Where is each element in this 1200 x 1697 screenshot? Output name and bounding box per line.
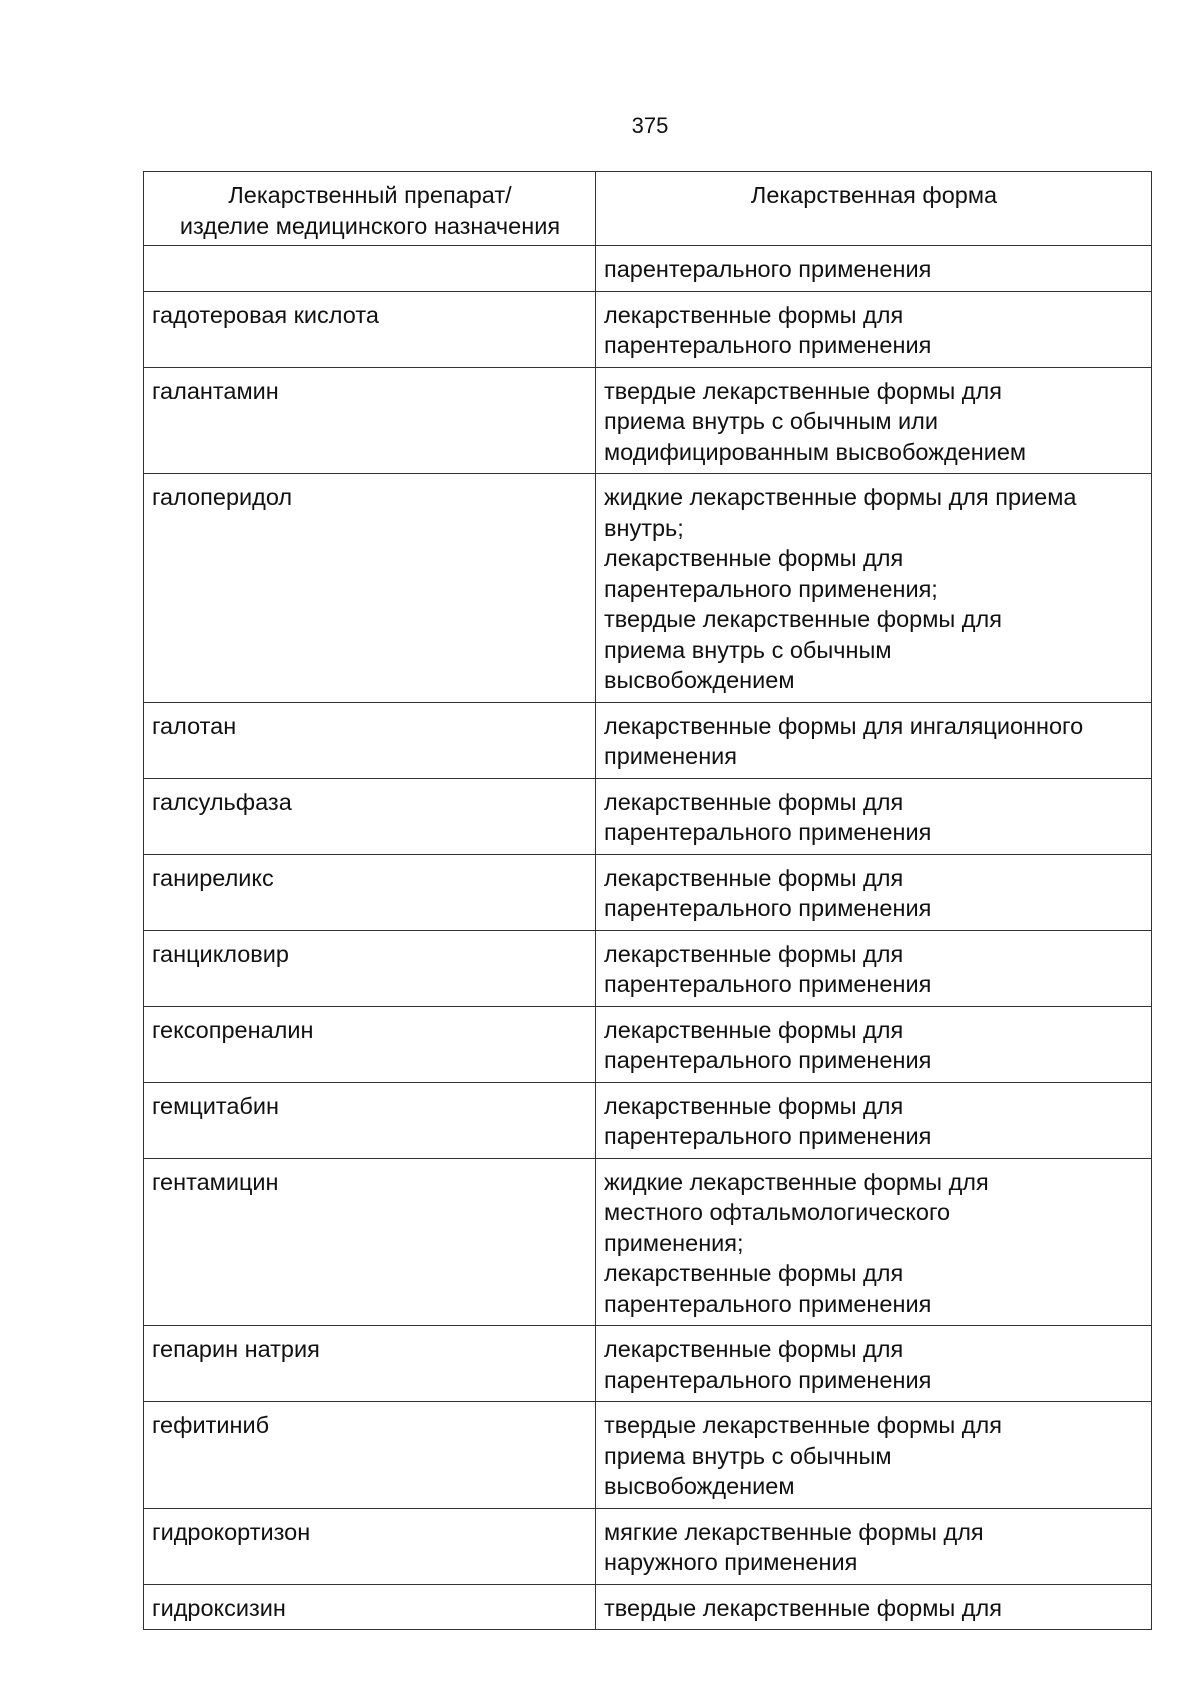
drug-cell: галотан xyxy=(144,702,596,778)
table-row xyxy=(144,930,1152,1006)
drug-cell: гексопреналин xyxy=(144,1006,596,1082)
table-row xyxy=(144,246,1152,292)
table-row xyxy=(144,367,1152,474)
table-row xyxy=(144,1082,1152,1158)
table-row xyxy=(144,854,1152,930)
form-cell: лекарственные формы для парентерального применения xyxy=(596,930,1152,1006)
form-cell: твердые лекарственные формы для приема внутрь с обычным или модифицированным высвобождением xyxy=(596,367,1152,474)
form-cell: лекарственные формы для парентерального применения xyxy=(596,778,1152,854)
table-row xyxy=(144,1508,1152,1584)
table-row xyxy=(144,1326,1152,1402)
drug-cell: гадотеровая кислота xyxy=(144,291,596,367)
form-cell: лекарственные формы для парентерального применения xyxy=(596,1006,1152,1082)
drug-cell: галоперидол xyxy=(144,474,596,703)
form-cell: твердые лекарственные формы для приема внутрь с обычным высвобождением xyxy=(596,1402,1152,1509)
table-row xyxy=(144,291,1152,367)
form-cell: парентерального применения xyxy=(596,246,1152,292)
table-row xyxy=(144,778,1152,854)
drug-cell: гидрокортизон xyxy=(144,1508,596,1584)
form-cell: лекарственные формы для ингаляционного применения xyxy=(596,702,1152,778)
drug-cell: гемцитабин xyxy=(144,1082,596,1158)
drug-cell: галантамин xyxy=(144,367,596,474)
form-cell: лекарственные формы для парентерального применения xyxy=(596,1082,1152,1158)
drug-cell: гепарин натрия xyxy=(144,1326,596,1402)
table-row xyxy=(144,474,1152,703)
table-row xyxy=(144,702,1152,778)
drug-cell xyxy=(144,246,596,292)
form-cell: жидкие лекарственные формы для приема внутрь; лекарственные формы для парентерального применения; твердые лекарственные формы для приема внутрь с обычным высвобождением xyxy=(596,474,1152,703)
table-row xyxy=(144,1158,1152,1326)
drug-cell: галсульфаза xyxy=(144,778,596,854)
drug-cell: гидроксизин xyxy=(144,1584,596,1630)
drug-cell: гефитиниб xyxy=(144,1402,596,1509)
form-cell: лекарственные формы для парентерального применения xyxy=(596,854,1152,930)
drug-form-table xyxy=(143,171,1152,1630)
table-header-row xyxy=(144,172,1152,246)
header-form: Лекарственная форма xyxy=(596,172,1152,246)
page-number: 375 xyxy=(631,113,669,138)
form-cell: лекарственные формы для парентерального применения xyxy=(596,1326,1152,1402)
form-cell: жидкие лекарственные формы для местного офтальмологического применения; лекарственные формы для парентерального применения xyxy=(596,1158,1152,1326)
table-row xyxy=(144,1006,1152,1082)
table-row xyxy=(144,1584,1152,1630)
form-cell: твердые лекарственные формы для xyxy=(596,1584,1152,1630)
drug-cell: гентамицин xyxy=(144,1158,596,1326)
table-row xyxy=(144,1402,1152,1509)
form-cell: лекарственные формы для парентерального применения xyxy=(596,291,1152,367)
drug-cell: ганиреликс xyxy=(144,854,596,930)
drug-cell: ганцикловир xyxy=(144,930,596,1006)
header-drug: Лекарственный препарат/ изделие медицинского назначения xyxy=(144,172,596,246)
form-cell: мягкие лекарственные формы для наружного применения xyxy=(596,1508,1152,1584)
